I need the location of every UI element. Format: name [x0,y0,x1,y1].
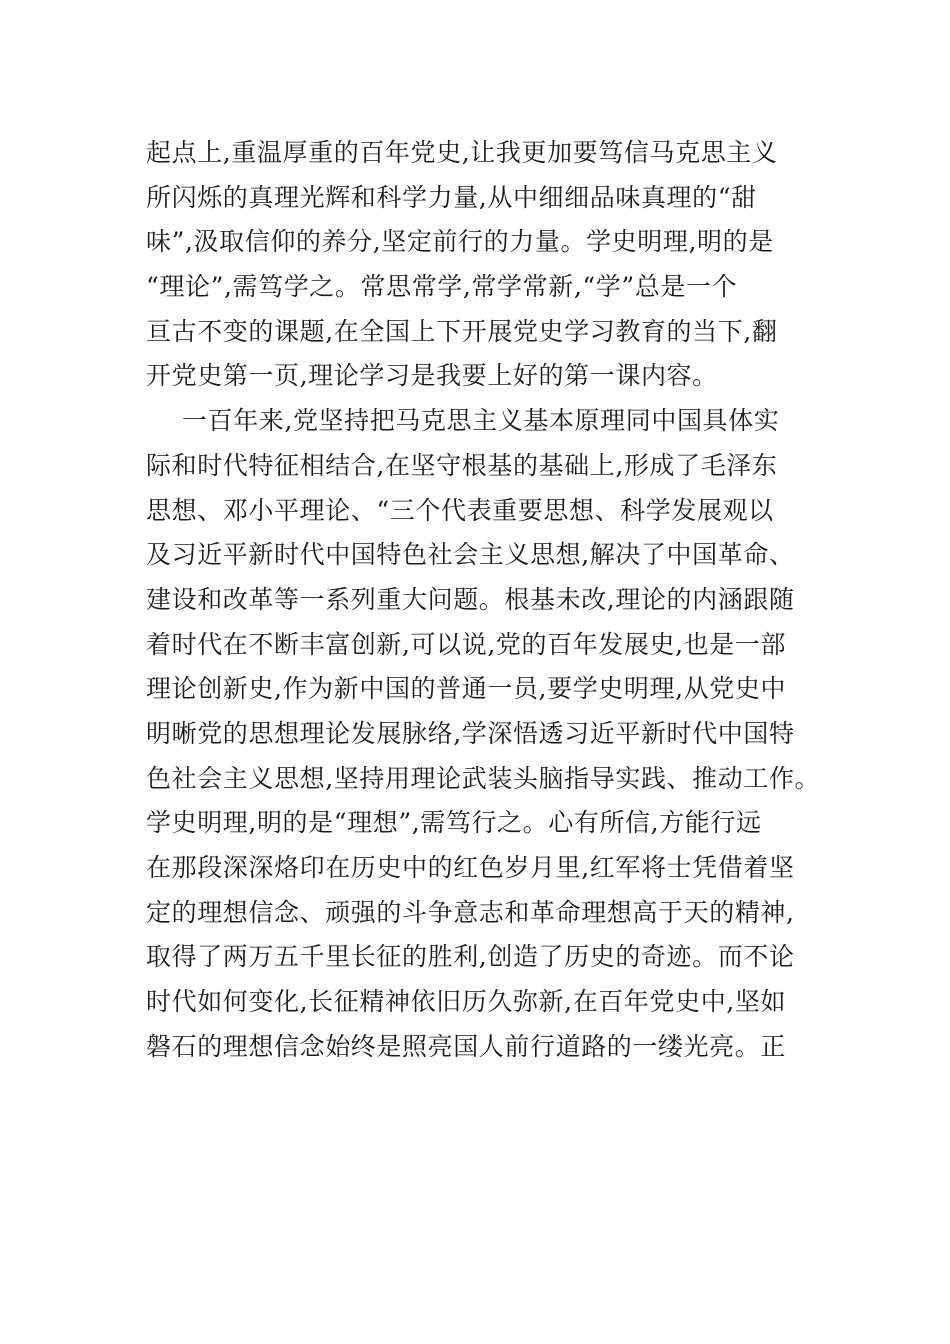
paragraph-start-line: 一百年来,党坚持把马克思主义基本原理同中国具体实 [182,406,780,436]
text-line: 色社会主义思想,坚持用理论武装头脑指导实践、推动工作。 [146,763,821,793]
text-line: 理论创新史,作为新中国的普通一员,要学史明理,从党史中 [146,674,787,704]
text-line: 着时代在不断丰富创新,可以说,党的百年发展史,也是一部 [146,629,787,659]
text-line: 学史明理,明的是“理想”,需笃行之。心有所信,方能行远 [146,808,762,838]
text-line: 磐石的理想信念始终是照亮国人前行道路的一缕光亮。正 [146,1031,787,1061]
body-text [146,131,836,1069]
text-line: 所闪烁的真理光辉和科学力量,从中细细品味真理的“甜 [146,182,757,212]
text-line: 思想、邓小平理论、“三个代表重要思想、科学发展观以 [146,495,774,525]
text-line: 取得了两万五千里长征的胜利,创造了历史的奇迹。而不论 [146,942,795,972]
text-line: 亘古不变的课题,在全国上下开展党史学习教育的当下,翻 [146,316,778,346]
text-line: 及习近平新时代中国特色社会主义思想,解决了中国革命、 [146,540,795,570]
text-line: 味”,汲取信仰的养分,坚定前行的力量。学史明理,明的是 [146,227,774,257]
text-line: “理论”,需笃学之。常思常学,常学常新,“学”总是一个 [146,272,738,302]
text-line: 际和时代特征相结合,在坚守根基的基础上,形成了毛泽东 [146,450,778,480]
text-line: 建设和改革等一系列重大问题。根基未改,理论的内涵跟随 [146,584,795,614]
text-line: 明晰党的思想理论发展脉络,学深悟透习近平新时代中国特 [146,718,795,748]
text-line: 起点上,重温厚重的百年党史,让我更加要笃信马克思主义 [146,138,778,167]
text-line: 时代如何变化,长征精神依旧历久弥新,在百年党史中,坚如 [146,987,787,1017]
text-line: 开党史第一页,理论学习是我要上好的第一课内容。 [146,361,718,391]
text-line: 定的理想信念、顽强的斗争意志和革命理想高于天的精神, [146,897,795,927]
text-line: 在那段深深烙印在历史中的红色岁月里,红军将士凭借着坚 [146,853,795,882]
